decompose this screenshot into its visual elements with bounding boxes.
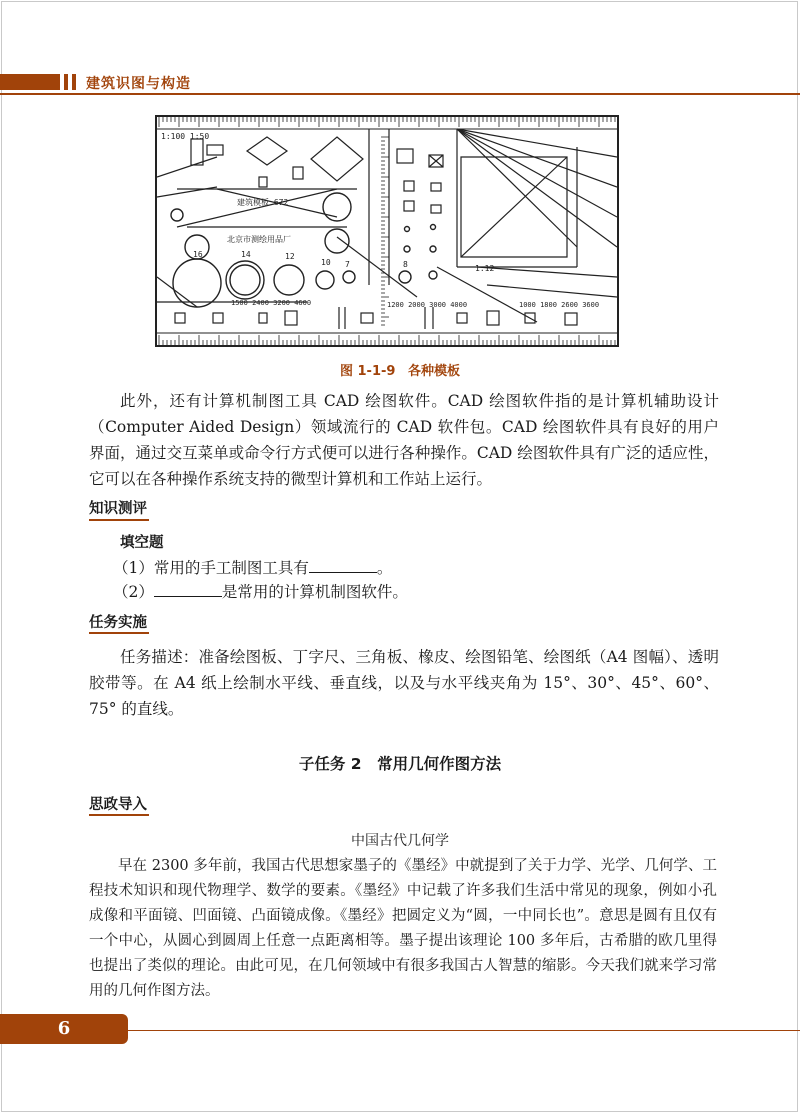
radius-label: 16 (193, 250, 203, 259)
radius-label: 10 (321, 258, 331, 267)
header-rule (0, 93, 800, 95)
story-title: 中国古代几何学 (351, 833, 449, 849)
scale-mid-label: 1:12 (475, 264, 495, 273)
question-2-number: （2） (113, 583, 154, 601)
radius-label: 14 (241, 250, 251, 259)
dims-label: 1500 2400 3200 4600 (231, 299, 312, 307)
cad-paragraph: 此外，还有计算机制图工具 CAD 绘图软件。CAD 绘图软件指的是计算机辅助设计（Computer Aided Design）领域流行的 CAD 软件包。CAD 绘图软件具有良好的用户界面，通过交互菜单或命令行方式便可以进行各种操作。CAD 绘图软件具有广泛的适应性，它可以在各种操作系统支持的微型计算机和工作站上运行。 (89, 392, 719, 488)
task-paragraph: 任务描述：准备绘图板、丁字尺、三角板、橡皮、绘图铅笔、绘图纸（A4 图幅）、透明胶带等。在 A4 纸上绘制水平线、垂直线，以及与水平线夹角为 15°、30°、45°、60°、75° 的直线。 (89, 648, 719, 718)
section-underline (89, 632, 149, 634)
question-1-end: 。 (376, 559, 393, 577)
answer-blank[interactable] (309, 558, 377, 573)
answer-blank[interactable] (154, 582, 222, 597)
question-2 (113, 580, 408, 602)
section-underline (89, 519, 149, 521)
radius-label: 12 (285, 252, 295, 261)
radius-label: 8 (403, 260, 408, 269)
maker-label: 北京市测绘用品厂 (227, 235, 291, 244)
question-2-text: 是常用的计算机制图软件。 (221, 583, 408, 601)
brand-label: 建筑模板 672 (237, 198, 289, 207)
page-number: 6 (57, 1018, 71, 1039)
figure-caption (0, 360, 800, 379)
section-underline (89, 814, 149, 816)
radius-label: 7 (345, 260, 350, 269)
header-bar (0, 74, 60, 90)
figure-title: 各种模板 (407, 364, 460, 379)
dims-label: 1200 2000 3000 4000 (387, 301, 468, 309)
scale-label: 1:100 1:50 (161, 132, 210, 141)
dims-label: 1000 1800 2600 3600 (519, 301, 600, 309)
question-1 (113, 556, 392, 578)
section-heading-knowledge: 知识测评 (89, 501, 147, 517)
running-header-title: 建筑识图与构造 (86, 76, 191, 92)
section-heading-task: 任务实施 (89, 615, 147, 631)
question-1-text: （1）常用的手工制图工具有 (113, 559, 309, 577)
story-paragraph: 早在 2300 多年前，我国古代思想家墨子的《墨经》中就提到了关于力学、光学、几何学、工程技术知识和现代物理学、数学的要素。《墨经》中记载了许多我们生活中常见的现象，例如小孔成像和平面镜、凹面镜、凸面镜成像。《墨经》把圆定义为“圆，一中同长也”。意思是圆有且仅有一个中心，从圆心到圆周上任意一点距离相等。墨子提出该理论 100 多年后，古希腊的欧几里得也提出了类似的理论。由此可见，在几何领域中有很多我国古人智慧的缩影。今天我们就来学习常用的几何作图方法。 (89, 858, 717, 999)
footer-rule (128, 1030, 800, 1031)
subtask-title: 子任务 2 常用几何作图方法 (298, 755, 502, 773)
template-drawing (157, 117, 617, 345)
template-figure (155, 115, 619, 347)
header-tick (72, 74, 76, 90)
exercise-type: 填空题 (120, 535, 164, 551)
section-heading-ideology: 思政导入 (89, 797, 147, 813)
figure-number: 图 1-1-9 (339, 364, 396, 379)
header-tick (64, 74, 68, 90)
